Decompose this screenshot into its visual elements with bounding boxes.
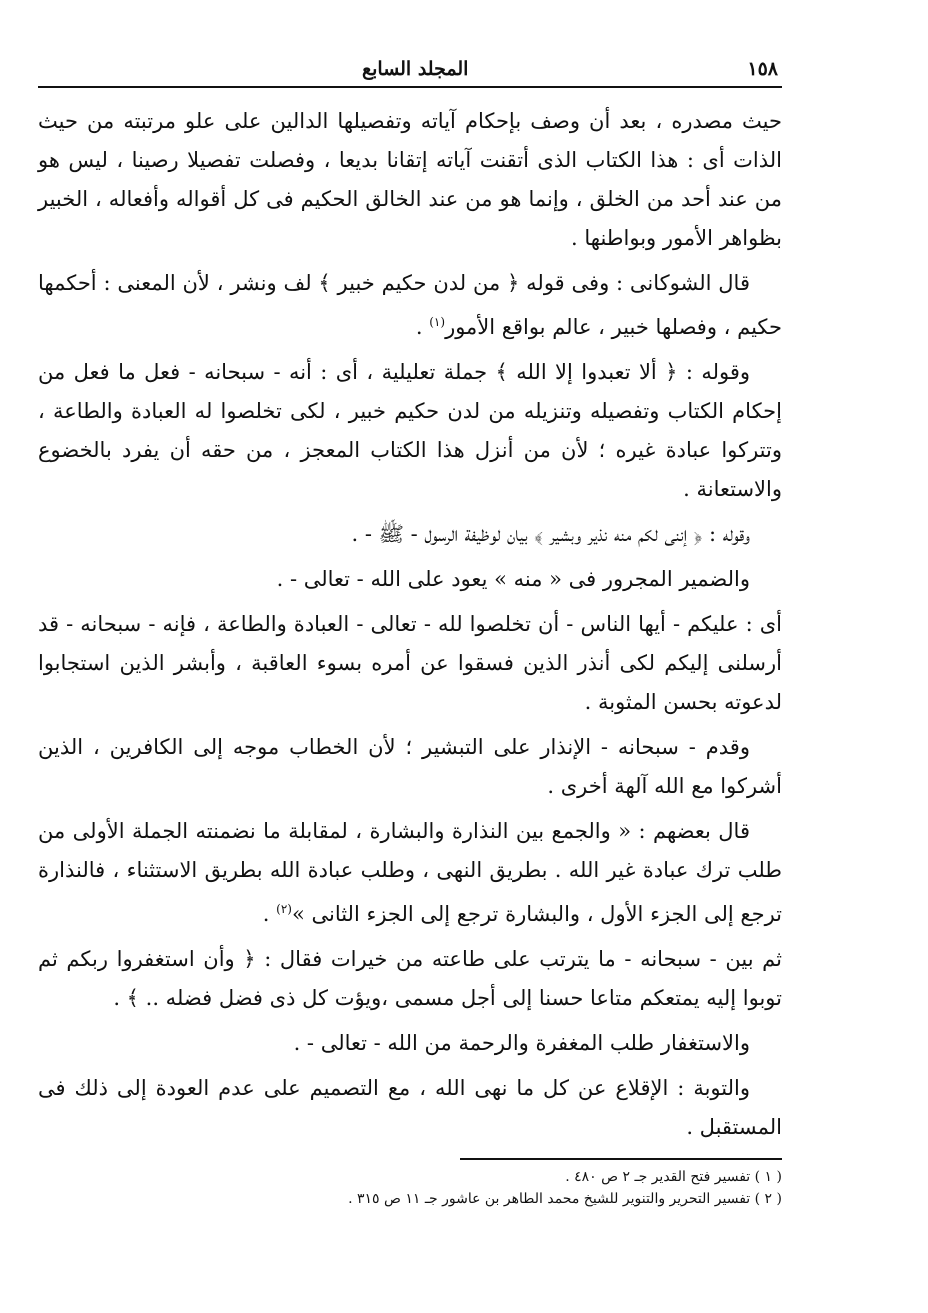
- paragraph: [38, 1024, 782, 1063]
- paragraph: [38, 264, 782, 347]
- paragraph: [38, 812, 782, 934]
- paragraph-text: ثم بين - سبحانه - ما يترتب على طاعته من خيرات فقال : ﴿ وأن استغفروا ربكم ثم توبوا إليه يمتعكم متاعا حسنا إلى أجل مسمى ،ويؤت كل ذى فضل فضله .. ﴾ .: [38, 947, 782, 1010]
- paragraph: [38, 940, 782, 1018]
- footnote-marker: (١): [429, 315, 446, 329]
- footnote-divider: [460, 1158, 782, 1160]
- paragraph-text: والتوبة : الإقلاع عن كل ما نهى الله ، مع التصميم على عدم العودة إلى ذلك فى المستقبل .: [38, 1076, 782, 1139]
- paragraph: [38, 605, 782, 722]
- paragraph-text: وقدم - سبحانه - الإنذار على التبشير ؛ لأن الخطاب موجه إلى الكافرين ، الذين أشركوا مع الله آلهة أخرى .: [38, 735, 782, 798]
- paragraph: [38, 560, 782, 599]
- paragraph: [38, 353, 782, 509]
- volume-title: المجلد السابع: [362, 58, 469, 80]
- footnotes: [38, 1158, 782, 1210]
- footnote-marker: (٢): [276, 902, 292, 916]
- paragraph-text: أى : عليكم - أيها الناس - أن تخلصوا لله - تعالى - العبادة والطاعة ، فإنه - سبحانه - قد أرسلنى إليكم لكى أنذر الذين فسقوا عن أمره بسوء العاقبة ، وأبشر الذين استجابوا لدعوته بحسن المثوبة .: [38, 612, 782, 714]
- book-page: [38, 58, 782, 1207]
- paragraph-tail: .: [262, 902, 277, 926]
- paragraph-text: قال الشوكانى : وفى قوله ﴿ من لدن حكيم خبير ﴾ لف ونشر ، لأن المعنى : أحكمها حكيم ، وفصلها خبير ، عالم بواقع الأمور: [38, 271, 782, 339]
- paragraph-tail: .: [415, 315, 430, 339]
- page-body: [38, 102, 782, 1147]
- paragraph-text: حيث مصدره ، بعد أن وصف بإحكام آياته وتفصيلها الدالين على علو مرتبته من حيث الذات أى : هذا الكتاب الذى أتقنت آياته إتقانا بديعا ، وفصلت تفصيلا رصينا ، ليس هو من عند أحد من الخلق ، وإنما هو من عند الخالق الحكيم فى كل أقواله وأفعاله ، الخبير بظواهر الأمور وبواطنها .: [38, 109, 782, 250]
- paragraph-text: والاستغفار طلب المغفرة والرحمة من الله - تعالى - .: [293, 1031, 750, 1055]
- paragraph-text: والضمير المجرور فى « منه » يعود على الله - تعالى - .: [276, 567, 750, 591]
- paragraph-text: وقوله : ﴿ إننى لكم منه نذير وبشير ﴾ بيان لوظيفة الرسول - ﷺ - .: [351, 522, 750, 546]
- paragraph-text: وقوله : ﴿ ألا تعبدوا إلا الله ﴾ جملة تعليلية ، أى : أنه - سبحانه - فعل ما فعل من إحكام الكتاب وتفصيله وتنزيله من لدن حكيم خبير ، لكى تخلصوا له العبادة والطاعة ، وتتركوا عبادة غيره ؛ لأن من أنزل هذا الكتاب المعجز ، من حقه أن يفرد بالخضوع والاستعانة .: [38, 360, 782, 501]
- page-header: [38, 58, 782, 88]
- page-number: ١٥٨: [747, 58, 778, 80]
- paragraph: [38, 1069, 782, 1147]
- paragraph: [38, 102, 782, 258]
- footnote: ( ١ ) تفسير فتح القدير جـ ٢ ص ٤٨٠ .: [565, 1169, 782, 1185]
- paragraph-text: قال بعضهم : « والجمع بين النذارة والبشارة ، لمقابلة ما نضمنته الجملة الأولى من طلب ترك عبادة غير الله . بطريق النهى ، وطلب عبادة الله بطريق الاستثناء ، فالنذارة ترجع إلى الجزء الأول ، والبشارة ترجع إلى الجزء الثانى »: [38, 819, 782, 926]
- paragraph: [38, 515, 782, 554]
- footnote: ( ٢ ) تفسير التحرير والتنوير للشيخ محمد الطاهر بن عاشور جـ ١١ ص ٣١٥ .: [348, 1191, 782, 1207]
- paragraph: [38, 728, 782, 806]
